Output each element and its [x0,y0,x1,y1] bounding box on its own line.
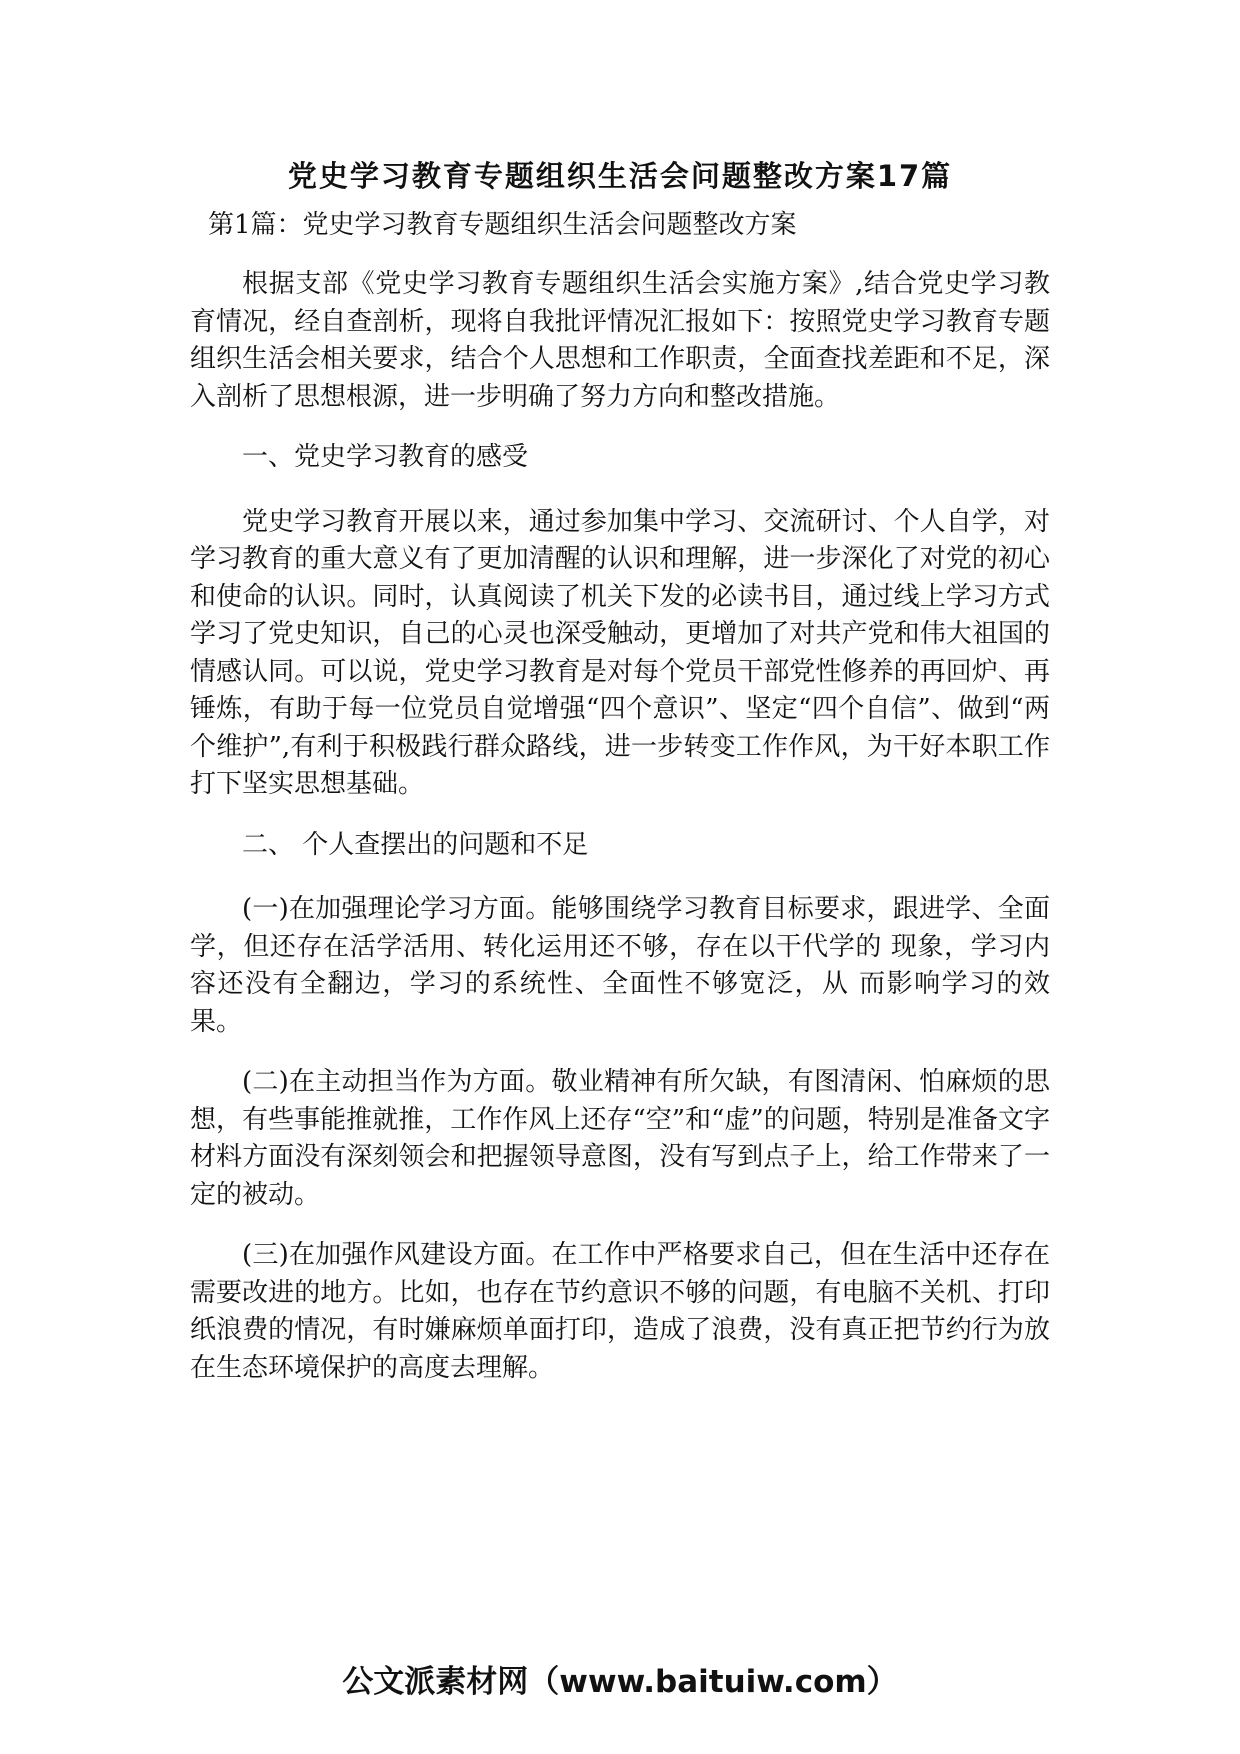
section-heading-feelings: 一、党史学习教育的感受 [242,442,529,472]
footer-watermark: 公文派素材网（www.baituiw.com） [342,1664,898,1700]
intro-paragraph: 根据支部《党史学习教育专题组织生活会实施方案》,结合党史学习教育情况，经自查剖析，现将自我批评情况汇报如下：按照党史学习教育专题组织生活会相关要求，结合个人思想和工作职责，全面查找差距和不足，深入剖析了思想根源，进一步明确了努力方向和整改措施。 [190,269,1050,412]
feelings-paragraph: 党史学习教育开展以来，通过参加集中学习、交流研讨、个人自学，对学习教育的重大意义有了更加清醒的认识和理解，进一步深化了对党的初心和使命的认识。同时，认真阅读了机关下发的必读书目，通过线上学习方式学习了党史知识，自己的心灵也深受触动，更增加了对共产党和伟大祖国的情感认同。可以说，党史学习教育是对每个党员干部党性修养的再回炉、再锤炼，有助于每一位党员自觉增强“四个意识”、坚定“四个自信”、做到“两个维护”,有利于积极践行群众路线，进一步转变工作作风，为干好本职工作打下坚实思想基础。 [190,506,1050,799]
problem-work-style-paragraph: (三)在加强作风建设方面。在工作中严格要求自己，但在生活中还存在需要改进的地方。比如，也存在节约意识不够的问题，有电脑不关机、打印纸浪费的情况，有时嫌麻烦单面打印，造成了浪费，没有真正把节约行为放在生态环境保护的高度去理解。 [190,1240,1050,1383]
problem-responsibility-paragraph: (二)在主动担当作为方面。敬业精神有所欠缺，有图清闲、怕麻烦的思想，有些事能推就推，工作作风上还存“空”和“虚”的问题，特别是准备文字材料方面没有深刻领会和把握领导意图，没有写到点子上，给工作带来了一定的被动。 [190,1067,1050,1210]
document-body [190,266,1050,1410]
section-heading-problems: 二、 个人查摆出的问题和不足 [242,829,589,860]
problem-theory-study-paragraph: (一)在加强理论学习方面。能够围绕学习教育目标要求，跟进学、全面学，但还存在活学活用、转化运用还不够，存在以干代学的 现象，学习内容还没有全翻边，学习的系统性、全面性不够宽泛，从 而影响学习的效果。 [190,894,1050,1037]
document-subtitle: 第1篇：党史学习教育专题组织生活会问题整改方案 [208,210,797,240]
document-title: 党史学习教育专题组织生活会问题整改方案17篇 [287,159,953,193]
